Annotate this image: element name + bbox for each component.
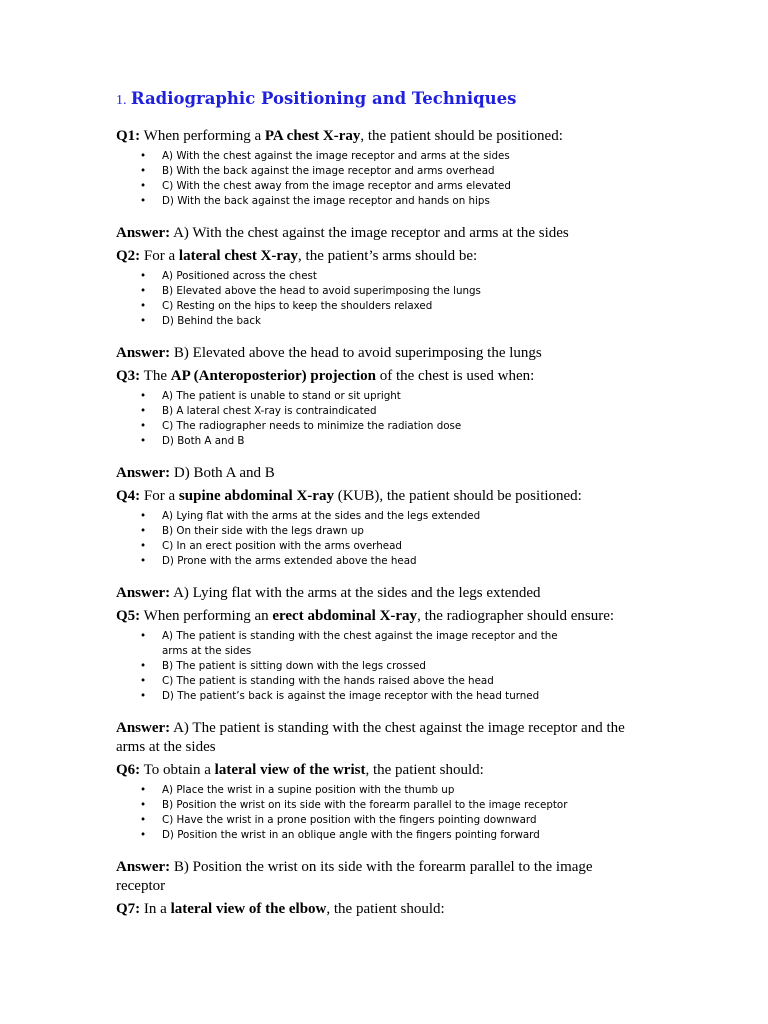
bullet-icon: • — [140, 784, 147, 796]
bullet-icon: • — [140, 630, 147, 642]
question-text: Q1: When performing a PA chest X-ray, the patient should be positioned: — [116, 128, 563, 144]
question-keyword: lateral view of the elbow — [170, 901, 327, 917]
question-keyword: lateral chest X-ray — [178, 248, 299, 264]
option-item: • B) Elevated above the head to avoid superimposing the lungs — [140, 285, 481, 297]
bullet-icon: • — [140, 690, 147, 702]
question-text: Q5: When performing an erect abdominal X-ray, the radiographer should ensure: — [116, 608, 615, 624]
bullet-icon: • — [140, 525, 147, 537]
question-block — [116, 247, 656, 363]
option-item: • B) A lateral chest X-ray is contraindicated — [140, 405, 377, 417]
bullet-icon: • — [140, 300, 147, 312]
option-item: • A) Positioned across the chest — [140, 270, 317, 282]
answer-label: Answer: — [116, 859, 171, 875]
option-item: • C) The radiographer needs to minimize the radiation dose — [140, 420, 462, 432]
bullet-icon: • — [140, 315, 147, 327]
options-list — [116, 149, 656, 209]
question-block — [116, 367, 656, 483]
option-item: • C) The patient is standing with the hands raised above the head — [140, 675, 494, 687]
options-list — [116, 389, 656, 449]
bullet-icon: • — [140, 555, 147, 567]
bullet-icon: • — [140, 435, 147, 447]
bullet-icon: • — [140, 510, 147, 522]
question-label: Q6: — [116, 762, 141, 778]
options-list — [116, 509, 656, 569]
bullet-icon: • — [140, 660, 147, 672]
options-list — [116, 269, 656, 329]
question-label: Q4: — [116, 488, 141, 504]
section-number: 1. — [116, 93, 127, 108]
bullet-icon: • — [140, 165, 147, 177]
bullet-icon: • — [140, 150, 147, 162]
question-block — [116, 487, 656, 603]
question-keyword: supine abdominal X-ray — [178, 488, 334, 504]
question-label: Q5: — [116, 608, 141, 624]
bullet-icon: • — [140, 390, 147, 402]
answer-text: Answer: A) Lying flat with the arms at the sides and the legs extended — [116, 585, 541, 601]
option-item: • D) Both A and B — [140, 435, 245, 447]
option-item: • D) Position the wrist in an oblique angle with the fingers pointing forward — [140, 829, 540, 841]
answer-label: Answer: — [116, 345, 171, 361]
question-label: Q3: — [116, 368, 141, 384]
bullet-icon: • — [140, 270, 147, 282]
answer-text: Answer: A) With the chest against the image receptor and arms at the sides — [116, 225, 569, 241]
question-block — [116, 127, 656, 243]
option-item: • B) The patient is sitting down with the legs crossed — [140, 660, 426, 672]
question-text: Q2: For a lateral chest X-ray, the patient’s arms should be: — [116, 248, 478, 264]
bullet-icon: • — [140, 420, 147, 432]
bullet-icon: • — [140, 814, 147, 826]
answer-label: Answer: — [116, 585, 171, 601]
bullet-icon: • — [140, 405, 147, 417]
bullet-icon: • — [140, 195, 147, 207]
option-item: • C) Resting on the hips to keep the shoulders relaxed — [140, 300, 433, 312]
question-label: Q2: — [116, 248, 141, 264]
option-item: • A) Lying flat with the arms at the sides and the legs extended — [140, 510, 481, 522]
question-block — [116, 761, 656, 896]
option-item: • C) With the chest away from the image receptor and arms elevated — [140, 180, 511, 192]
bullet-icon: • — [140, 829, 147, 841]
option-item: • A) The patient is unable to stand or sit upright — [140, 390, 401, 402]
answer-text: Answer: A) The patient is standing with the chest against the image receptor and the arms at the sides — [116, 720, 625, 755]
question-text: Q3: The AP (Anteroposterior) projection of the chest is used when: — [116, 368, 535, 384]
answer-text: Answer: B) Position the wrist on its side with the forearm parallel to the image receptor — [116, 859, 593, 894]
option-item: • A) The patient is standing with the chest against the image receptor and the arms at the sides — [140, 630, 558, 657]
option-item: • A) With the chest against the image receptor and arms at the sides — [140, 150, 510, 162]
option-item: • B) Position the wrist on its side with the forearm parallel to the image receptor — [140, 799, 568, 811]
answer-text: Answer: D) Both A and B — [116, 465, 275, 481]
bullet-icon: • — [140, 540, 147, 552]
bullet-icon: • — [140, 675, 147, 687]
section-heading — [116, 86, 656, 113]
option-item: • D) Behind the back — [140, 315, 261, 327]
question-keyword: lateral view of the wrist — [214, 762, 366, 778]
question-block — [116, 607, 656, 757]
question-text: Q7: In a lateral view of the elbow, the patient should: — [116, 901, 445, 917]
question-keyword: erect abdominal X-ray — [272, 608, 418, 624]
section-title: Radiographic Positioning and Techniques — [130, 89, 517, 108]
option-item: • D) The patient’s back is against the image receptor with the head turned — [140, 690, 540, 702]
question-label: Q1: — [116, 128, 141, 144]
question-block — [116, 900, 656, 919]
bullet-icon: • — [140, 799, 147, 811]
answer-label: Answer: — [116, 465, 171, 481]
question-keyword: AP (Anteroposterior) projection — [170, 368, 376, 384]
question-text: Q4: For a supine abdominal X-ray (KUB), the patient should be positioned: — [116, 488, 582, 504]
document-page — [116, 86, 656, 919]
answer-text: Answer: B) Elevated above the head to avoid superimposing the lungs — [116, 345, 542, 361]
answer-label: Answer: — [116, 225, 171, 241]
options-list — [116, 783, 656, 843]
answer-label: Answer: — [116, 720, 171, 736]
options-list — [116, 629, 586, 704]
option-item: • A) Place the wrist in a supine position with the thumb up — [140, 784, 455, 796]
question-label: Q7: — [116, 901, 141, 917]
option-item: • D) With the back against the image receptor and hands on hips — [140, 195, 490, 207]
bullet-icon: • — [140, 285, 147, 297]
bullet-icon: • — [140, 180, 147, 192]
option-item: • D) Prone with the arms extended above the head — [140, 555, 417, 567]
question-text: Q6: To obtain a lateral view of the wrist, the patient should: — [116, 762, 484, 778]
option-item: • B) With the back against the image receptor and arms overhead — [140, 165, 495, 177]
option-item: • C) In an erect position with the arms overhead — [140, 540, 402, 552]
option-item: • B) On their side with the legs drawn up — [140, 525, 364, 537]
option-item: • C) Have the wrist in a prone position with the fingers pointing downward — [140, 814, 537, 826]
question-keyword: PA chest X-ray — [264, 128, 361, 144]
